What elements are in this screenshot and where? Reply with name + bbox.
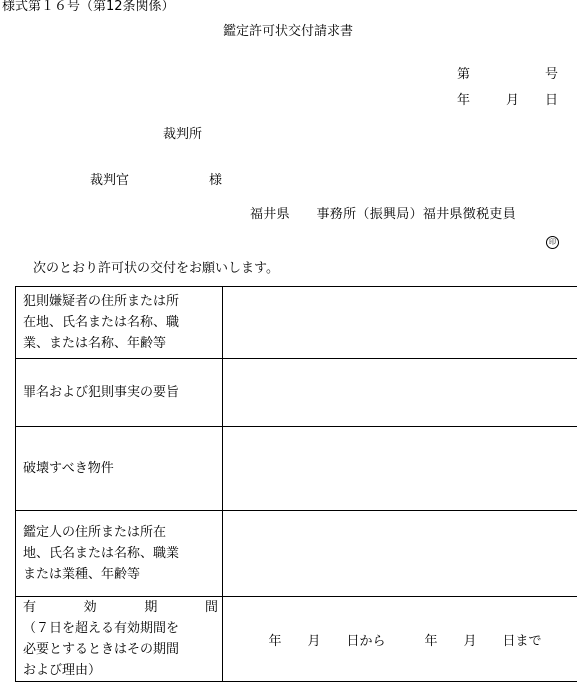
heading-char: 有 [23,597,36,618]
date-day: 日 [545,93,558,109]
form-number: 様式第１６号（第12条関係） [2,0,175,15]
items-to-destroy-field[interactable] [223,427,577,511]
table-row [16,287,577,359]
heading-char: 効 [84,597,97,618]
judge-label: 裁判官 [90,173,129,189]
table-row [16,511,577,597]
number-prefix: 第 [457,67,470,83]
label-line: 必要とするときはその期間 [23,639,218,660]
request-text: 次のとおり許可状の交付をお願いします。 [33,261,279,277]
sender-line: 福井県 事務所（振興局）福井県徴税吏員 [250,207,516,223]
offense-summary-field[interactable] [223,359,577,427]
validity-heading [23,597,218,618]
heading-char: 期 [144,597,157,618]
offense-summary-label [16,359,223,427]
seal-mark [546,233,559,249]
appraiser-info-label [16,511,223,597]
table-row [16,359,577,427]
label-line: 鑑定人の住所または所在 [23,522,218,543]
heading-char: 間 [205,597,218,618]
table-row [16,597,577,682]
request-table [15,286,577,682]
label-line: 在地、氏名または名称、職 [23,312,218,333]
suspect-info-label [16,287,223,359]
label-line: 破壊すべき物件 [23,458,218,479]
suspect-info-field[interactable] [223,287,577,359]
label-line: 地、氏名または名称、職業 [23,543,218,564]
seal-icon: 印 [546,236,559,249]
court-label: 裁判所 [163,127,202,143]
table-row [16,427,577,511]
label-line: および理由） [23,660,218,681]
validity-period-label [16,597,223,682]
label-line: または業種、年齢等 [23,564,218,585]
validity-period-text: 年 月 日から 年 月 日まで [223,630,577,649]
number-suffix: 号 [545,67,558,83]
items-to-destroy-label [16,427,223,511]
honorific-label: 様 [209,173,222,189]
date-month: 月 [506,93,519,109]
label-line: 業、または名称、年齢等 [23,333,218,354]
date-year: 年 [457,93,470,109]
appraiser-info-field[interactable] [223,511,577,597]
validity-period-field[interactable] [223,597,577,682]
label-line: 犯則嫌疑者の住所または所 [23,291,218,312]
page-title: 鑑定許可状交付請求書 [223,24,353,40]
label-line: （７日を超える有効期間を [23,618,218,639]
label-line: 罪名および犯則事実の要旨 [23,382,218,403]
